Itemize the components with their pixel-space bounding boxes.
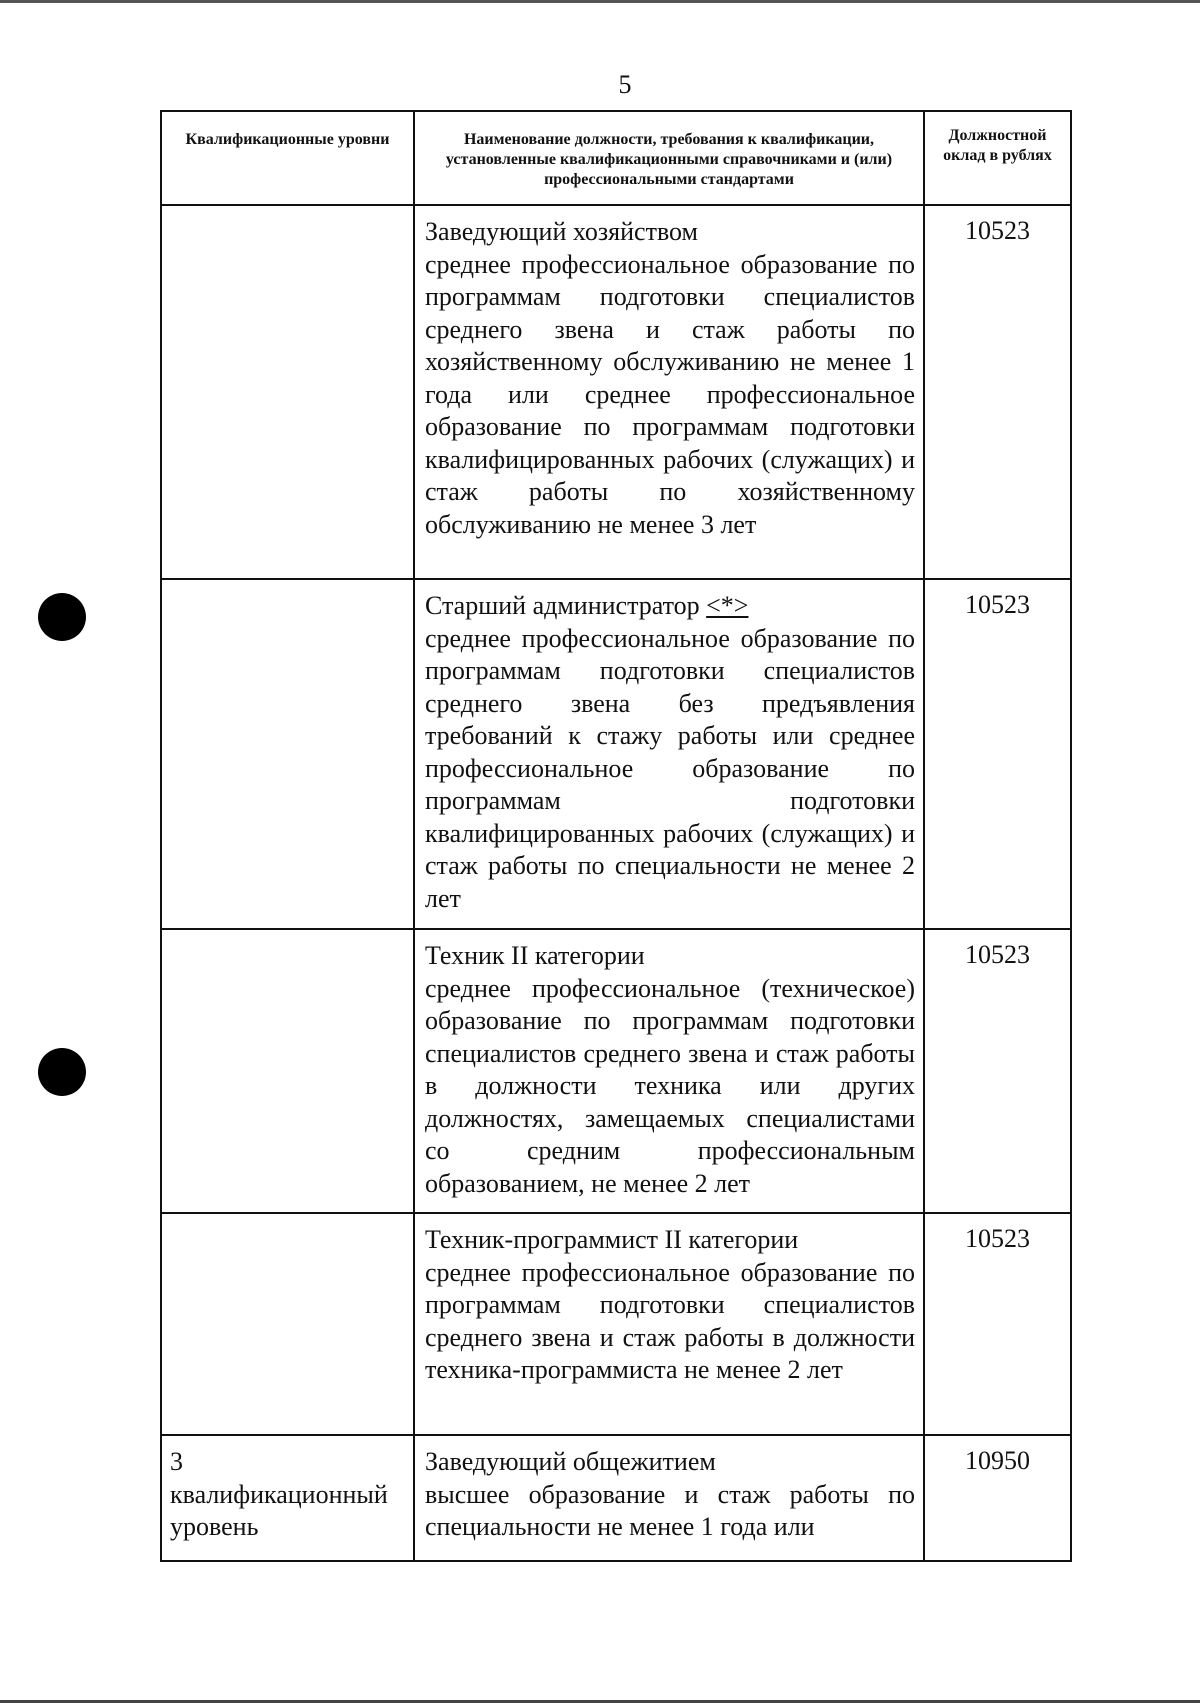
position-cell [414, 929, 924, 1213]
qualification-table [160, 110, 1072, 1562]
salary-cell: 10523 [924, 929, 1071, 1213]
header-qualification-levels: Квалификационные уровни [161, 111, 414, 205]
table-row [161, 1213, 1071, 1435]
position-requirements: среднее профессиональное образование по программам подготовки специалистов среднего звена и стаж работы в должности техника-программиста не менее 2 лет [425, 1257, 915, 1384]
position-title: Старший администратор <*> [425, 591, 749, 620]
position-title: Заведующий хозяйством [425, 217, 698, 246]
table-row [161, 579, 1071, 929]
footnote-reference-link[interactable]: <*> [706, 591, 749, 620]
position-cell [414, 1213, 924, 1435]
position-requirements: высшее образование и стаж работы по специальности не менее 1 года или [425, 1479, 915, 1541]
salary-cell: 10950 [924, 1435, 1071, 1561]
qualification-level-cell [161, 1213, 414, 1435]
position-title: Заведующий общежитием [425, 1447, 716, 1476]
header-salary: Должностной оклад в рублях [924, 111, 1071, 205]
punch-hole-mark [38, 593, 86, 641]
position-title: Техник-программист II категории [425, 1225, 799, 1254]
table-header-row [161, 111, 1071, 205]
table-row [161, 205, 1071, 579]
qualification-level-cell [161, 929, 414, 1213]
table-row [161, 1435, 1071, 1561]
qualification-level-cell [161, 579, 414, 929]
salary-cell: 10523 [924, 1213, 1071, 1435]
salary-cell: 10523 [924, 579, 1071, 929]
qualification-level-cell: 3 квалификационный уровень [161, 1435, 414, 1561]
position-requirements: среднее профессиональное (техническое) образование по программам подготовки специалистов среднего звена и стаж работы в должности техника или других должностях, замещаемых специалистами со средним профессиональным образованием, не менее 2 лет [425, 973, 915, 1198]
position-requirements: среднее профессиональное образование по программам подготовки специалистов среднего звена и стаж работы по хозяйственному обслуживанию не менее 1 года или среднее профессиональное образование по программам подготовки квалифицированных рабочих (служащих) и стаж работы по хозяйственному обслуживанию не менее 3 лет [425, 249, 915, 539]
salary-cell: 10523 [924, 205, 1071, 579]
scan-edge-top [0, 0, 1200, 3]
position-requirements: среднее профессиональное образование по программам подготовки специалистов среднего звена без предъявления требований к стажу работы или среднее профессиональное образование по программам подготовки квалифицированных рабочих (служащих) и стаж работы по специальности не менее 2 лет [425, 623, 915, 913]
position-cell [414, 1435, 924, 1561]
punch-hole-mark [38, 1048, 86, 1096]
header-position-requirements: Наименование должности, требования к квалификации, установленные квалификационными справочниками и (или) профессиональными стандартами [414, 111, 924, 205]
position-cell [414, 205, 924, 579]
qualification-level-cell [161, 205, 414, 579]
table-row [161, 929, 1071, 1213]
position-cell [414, 579, 924, 929]
position-title: Техник II категории [425, 941, 645, 970]
page-number: 5 [618, 70, 632, 99]
